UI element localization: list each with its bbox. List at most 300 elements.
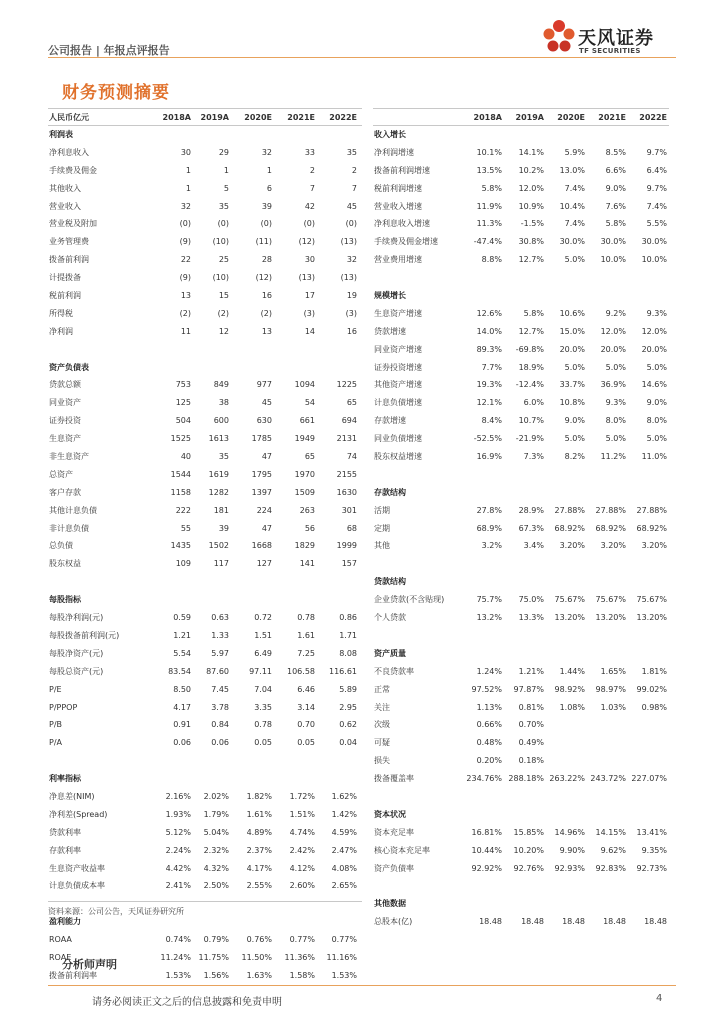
value-cell: 13.5%	[476, 165, 502, 175]
value-cell: 0.62	[339, 720, 357, 730]
value-cell: (0)	[179, 219, 191, 229]
value-cell: 1795	[251, 469, 272, 479]
value-cell: 3.35	[254, 702, 272, 712]
row-label: 贷款增速	[374, 326, 406, 336]
table-body	[373, 126, 669, 931]
table-row	[373, 180, 669, 198]
value-cell: 11.75%	[198, 952, 229, 962]
value-cell: 1158	[170, 487, 191, 497]
value-cell: 8.0%	[605, 416, 626, 426]
source-note: 资料来源：公司公告，天风证券研究所	[48, 907, 184, 916]
row-label: 手续费及佣金增速	[374, 237, 438, 247]
value-cell: 10.0%	[641, 255, 667, 265]
value-cell: 0.20%	[476, 756, 502, 766]
spacer-row	[373, 555, 669, 573]
value-cell: 1.51	[254, 630, 272, 640]
row-label: 净利息收入	[49, 147, 89, 157]
value-cell: 1.93%	[165, 809, 191, 819]
section-row	[373, 645, 669, 663]
value-cell: 849	[213, 380, 229, 390]
value-cell: 11.9%	[476, 201, 502, 211]
section-row	[373, 287, 669, 305]
row-label: P/B	[49, 720, 63, 730]
row-label: 营业收入增速	[374, 201, 422, 211]
section-label: 利润表	[49, 130, 73, 139]
value-cell: 40	[180, 452, 191, 462]
value-cell: 45	[261, 398, 272, 408]
table-row	[48, 716, 362, 734]
value-cell: 7.4%	[646, 201, 667, 211]
row-label: ROAA	[49, 935, 72, 945]
value-cell: 10.9%	[518, 201, 544, 211]
value-cell: 1.65%	[600, 666, 626, 676]
value-cell: 2.37%	[246, 845, 272, 855]
value-cell: 75.7%	[476, 595, 502, 605]
value-cell: 11.36%	[284, 952, 315, 962]
value-cell: 301	[341, 505, 357, 515]
year-header: 2019A	[515, 113, 544, 122]
section-label: 资产负债表	[49, 362, 89, 372]
table-row	[373, 520, 669, 538]
row-label: 关注	[374, 702, 390, 712]
table-header	[373, 108, 669, 126]
spacer-row	[373, 466, 669, 484]
value-cell: 7.04	[254, 684, 272, 694]
value-cell: 1397	[251, 487, 272, 497]
value-cell: 14.6%	[641, 380, 667, 390]
value-cell: 5	[223, 183, 229, 193]
value-cell: 5.0%	[646, 434, 667, 444]
value-cell: 75.67%	[554, 595, 585, 605]
value-cell: 117	[213, 559, 229, 569]
value-cell: 6.49	[254, 648, 272, 658]
value-cell: 15	[218, 291, 229, 301]
value-cell: 1619	[208, 469, 229, 479]
value-cell: 3.2%	[481, 541, 502, 551]
value-cell: 2.02%	[203, 791, 229, 801]
table-row	[48, 287, 362, 305]
value-cell: (0)	[345, 219, 357, 229]
value-cell: 7.4%	[564, 183, 585, 193]
row-label: 可疑	[374, 738, 390, 748]
unit-label: 人民币亿元	[49, 113, 89, 122]
value-cell: 12.1%	[476, 398, 502, 408]
value-cell: 630	[256, 416, 272, 426]
report-type-title: 公司报告 | 年报点评报告	[48, 44, 170, 57]
value-cell: 0.91	[173, 720, 191, 730]
table-row	[48, 448, 362, 466]
row-label: 营业费用增速	[374, 255, 422, 265]
section-row	[373, 126, 669, 144]
year-header: 2020E	[557, 113, 585, 122]
value-cell: 9.0%	[605, 183, 626, 193]
table-row	[373, 251, 669, 269]
year-header: 2020E	[244, 113, 272, 122]
value-cell: 1	[185, 183, 191, 193]
value-cell: 18.48	[603, 917, 626, 927]
value-cell: 32	[261, 147, 272, 157]
value-cell: 10.1%	[476, 147, 502, 157]
value-cell: 6.6%	[605, 165, 626, 175]
row-label: P/A	[49, 738, 62, 748]
value-cell: 125	[175, 398, 191, 408]
value-cell: 1.24%	[476, 666, 502, 676]
value-cell: (2)	[217, 308, 229, 318]
table-row	[48, 537, 362, 555]
value-cell: 4.08%	[331, 863, 357, 873]
spacer-row	[373, 269, 669, 287]
value-cell: 13	[180, 291, 191, 301]
value-cell: 1630	[336, 487, 357, 497]
value-cell: 68.92%	[636, 523, 667, 533]
value-cell: 2.60%	[289, 881, 315, 891]
value-cell: 18.48	[479, 917, 502, 927]
table-row	[48, 609, 362, 627]
footer-disclaimer: 请务必阅读正文之后的信息披露和免责申明	[92, 997, 282, 1008]
value-cell: 18.48	[562, 917, 585, 927]
row-label: 证券投资	[49, 416, 81, 426]
value-cell: 20.0%	[559, 344, 585, 354]
value-cell: 5.54	[173, 648, 191, 658]
value-cell: 0.78	[297, 613, 315, 623]
value-cell: 1.51%	[289, 809, 315, 819]
value-cell: 39	[218, 523, 229, 533]
value-cell: 27.88%	[595, 505, 626, 515]
table-row	[48, 251, 362, 269]
right-financial-table	[373, 108, 669, 931]
value-cell: 504	[175, 416, 191, 426]
value-cell: (12)	[255, 273, 272, 283]
year-header: 2022E	[329, 113, 357, 122]
value-cell: 14.1%	[518, 147, 544, 157]
value-cell: 1225	[336, 380, 357, 390]
row-label: 股东权益	[49, 559, 81, 569]
value-cell: 0.66%	[476, 720, 502, 730]
value-cell: 56	[304, 523, 315, 533]
table-row	[48, 376, 362, 394]
value-cell: 3.4%	[523, 541, 544, 551]
value-cell: 12.7%	[518, 255, 544, 265]
year-header: 2021E	[598, 113, 626, 122]
value-cell: 2.24%	[165, 845, 191, 855]
value-cell: 1544	[170, 469, 191, 479]
value-cell: 27.8%	[476, 505, 502, 515]
value-cell: 11.24%	[160, 952, 191, 962]
table-row	[48, 323, 362, 341]
value-cell: 54	[304, 398, 315, 408]
table-row	[48, 842, 362, 860]
row-label: 其他资产增速	[374, 380, 422, 390]
value-cell: 1668	[251, 541, 272, 551]
value-cell: 9.3%	[646, 308, 667, 318]
value-cell: 1.21%	[518, 666, 544, 676]
value-cell: 9.3%	[605, 398, 626, 408]
value-cell: 92.83%	[595, 863, 626, 873]
value-cell: 13.20%	[595, 613, 626, 623]
row-label: 其他收入	[49, 183, 81, 193]
section-row	[48, 591, 362, 609]
value-cell: 0.18%	[518, 756, 544, 766]
value-cell: 4.74%	[289, 827, 315, 837]
value-cell: 2.41%	[165, 881, 191, 891]
value-cell: 75.0%	[518, 595, 544, 605]
value-cell: 288.18%	[508, 774, 544, 784]
value-cell: 12	[218, 326, 229, 336]
value-cell: 12.0%	[641, 326, 667, 336]
value-cell: 116.61	[329, 666, 357, 676]
section-label: 盈利能力	[49, 917, 81, 927]
table-row	[373, 699, 669, 717]
value-cell: 5.0%	[564, 255, 585, 265]
table-row	[48, 144, 362, 162]
value-cell: 5.8%	[523, 308, 544, 318]
value-cell: 0.06	[211, 738, 229, 748]
value-cell: 106.58	[287, 666, 315, 676]
value-cell: 0.84	[211, 720, 229, 730]
row-label: 生息资产增速	[374, 308, 422, 318]
value-cell: (0)	[303, 219, 315, 229]
spacer-row	[373, 877, 669, 895]
spacer-row	[48, 341, 362, 359]
row-label: 营业税及附加	[49, 219, 97, 229]
value-cell: 27.88%	[636, 505, 667, 515]
table-row	[373, 860, 669, 878]
table-row	[48, 466, 362, 484]
value-cell: 1	[185, 165, 191, 175]
page-number: 4	[656, 993, 663, 1004]
table-row	[48, 734, 362, 752]
value-cell: 0.98%	[641, 702, 667, 712]
value-cell: 68.9%	[476, 523, 502, 533]
table-row	[373, 537, 669, 555]
value-cell: 6.46	[297, 684, 315, 694]
section-label: 规模增长	[374, 291, 406, 301]
value-cell: 13.0%	[559, 165, 585, 175]
table-row	[48, 806, 362, 824]
row-label: 税前利润	[49, 291, 81, 301]
value-cell: 13.3%	[518, 613, 544, 623]
value-cell: 92.93%	[554, 863, 585, 873]
value-cell: 1509	[294, 487, 315, 497]
table-row	[373, 215, 669, 233]
value-cell: 29	[218, 147, 229, 157]
row-label: 生息资产收益率	[49, 863, 105, 873]
table-row	[373, 663, 669, 681]
section-row	[373, 806, 669, 824]
value-cell: 263	[299, 505, 315, 515]
value-cell: 1.33	[211, 630, 229, 640]
value-cell: 1.61	[297, 630, 315, 640]
table-row	[373, 734, 669, 752]
value-cell: 19	[346, 291, 357, 301]
row-label: 活期	[374, 505, 390, 515]
value-cell: 3.20%	[641, 541, 667, 551]
table-row	[373, 144, 669, 162]
header-rule	[48, 57, 676, 58]
value-cell: 234.76%	[466, 774, 502, 784]
value-cell: (11)	[255, 237, 272, 247]
value-cell: 2.65%	[331, 881, 357, 891]
table-row	[48, 520, 362, 538]
value-cell: 20.0%	[641, 344, 667, 354]
row-label: 同业资产增速	[374, 344, 422, 354]
row-label: 其他	[374, 541, 390, 551]
row-label: 存款利率	[49, 845, 81, 855]
company-logo	[542, 18, 674, 58]
row-label: 次级	[374, 720, 390, 730]
footer-rule	[48, 985, 676, 986]
value-cell: 4.17%	[246, 863, 272, 873]
report-header	[48, 0, 676, 58]
row-label: 非计息负债	[49, 523, 89, 533]
value-cell: 1.44%	[559, 666, 585, 676]
value-cell: 75.67%	[636, 595, 667, 605]
value-cell: 4.17	[173, 702, 191, 712]
table-row	[48, 430, 362, 448]
table-row	[373, 305, 669, 323]
row-label: 所得税	[49, 308, 73, 318]
value-cell: 92.73%	[636, 863, 667, 873]
value-cell: 1.82%	[246, 791, 272, 801]
value-cell: 8.08	[339, 648, 357, 658]
value-cell: 2.16%	[165, 791, 191, 801]
value-cell: 5.97	[211, 648, 229, 658]
value-cell: 1.63%	[246, 970, 272, 980]
row-label: 企业贷款(不含贴现)	[374, 595, 445, 605]
value-cell: 99.02%	[636, 684, 667, 694]
row-label: 证券投资增速	[374, 362, 422, 372]
value-cell: 11	[180, 326, 191, 336]
value-cell: 243.72%	[590, 774, 626, 784]
value-cell: 0.77%	[289, 935, 315, 945]
value-cell: 1	[223, 165, 229, 175]
value-cell: 0.05	[254, 738, 272, 748]
value-cell: 0.77%	[331, 935, 357, 945]
year-header: 2019A	[200, 113, 229, 122]
value-cell: 22	[180, 255, 191, 265]
table-row	[48, 860, 362, 878]
value-cell: 28.9%	[518, 505, 544, 515]
section-label: 资本状况	[374, 809, 406, 819]
value-cell: 694	[341, 416, 357, 426]
value-cell: 9.7%	[646, 147, 667, 157]
value-cell: 2	[351, 165, 357, 175]
table-row	[373, 913, 669, 931]
value-cell: 28	[261, 255, 272, 265]
value-cell: 4.12%	[289, 863, 315, 873]
value-cell: (10)	[212, 273, 229, 283]
value-cell: 3.78	[211, 702, 229, 712]
value-cell: -1.5%	[520, 219, 544, 229]
value-cell: 9.2%	[605, 308, 626, 318]
value-cell: 68	[346, 523, 357, 533]
year-header: 2018A	[162, 113, 191, 122]
value-cell: -47.4%	[473, 237, 502, 247]
value-cell: 16	[261, 291, 272, 301]
row-label: 总负债	[49, 541, 73, 551]
table-row	[373, 448, 669, 466]
table-row	[48, 215, 362, 233]
section-label: 贷款结构	[374, 577, 406, 587]
value-cell: 11.3%	[476, 219, 502, 229]
value-cell: 5.89	[339, 684, 357, 694]
value-cell: 74	[346, 452, 357, 462]
value-cell: 6	[266, 183, 272, 193]
value-cell: 14.15%	[595, 827, 626, 837]
value-cell: 36.9%	[600, 380, 626, 390]
value-cell: (3)	[345, 308, 357, 318]
row-label: 净利息收入增速	[374, 219, 430, 229]
value-cell: 15.85%	[513, 827, 544, 837]
row-label: 贷款总额	[49, 380, 81, 390]
year-header: 2021E	[287, 113, 315, 122]
value-cell: 0.72	[254, 613, 272, 623]
value-cell: 1.72%	[289, 791, 315, 801]
value-cell: 0.79%	[203, 935, 229, 945]
table-row	[48, 788, 362, 806]
value-cell: (9)	[179, 237, 191, 247]
value-cell: 65	[346, 398, 357, 408]
row-label: 计提拨备	[49, 273, 81, 283]
value-cell: 1.53%	[331, 970, 357, 980]
section-title: 财务预测摘要	[62, 83, 170, 103]
value-cell: (2)	[179, 308, 191, 318]
spacer-row	[373, 627, 669, 645]
value-cell: 30	[180, 147, 191, 157]
value-cell: 75.67%	[595, 595, 626, 605]
value-cell: 1.58%	[289, 970, 315, 980]
value-cell: 42	[304, 201, 315, 211]
value-cell: 47	[261, 452, 272, 462]
value-cell: (0)	[217, 219, 229, 229]
value-cell: 9.0%	[564, 416, 585, 426]
row-label: 同业资产	[49, 398, 81, 408]
row-label: 客户存款	[49, 487, 81, 497]
table-row	[373, 376, 669, 394]
value-cell: 12.0%	[600, 326, 626, 336]
row-label: 股东权益增速	[374, 452, 422, 462]
value-cell: 3.20%	[600, 541, 626, 551]
table-row	[373, 770, 669, 788]
value-cell: 38	[218, 398, 229, 408]
row-label: 业务管理费	[49, 237, 89, 247]
value-cell: 7.6%	[605, 201, 626, 211]
value-cell: 1.56%	[203, 970, 229, 980]
value-cell: 16.81%	[471, 827, 502, 837]
value-cell: 9.7%	[646, 183, 667, 193]
row-label: 拨备前利润率	[49, 970, 97, 980]
value-cell: 12.6%	[476, 308, 502, 318]
value-cell: 35	[218, 201, 229, 211]
table-row	[48, 269, 362, 287]
value-cell: 8.0%	[646, 416, 667, 426]
value-cell: 0.78	[254, 720, 272, 730]
table-bottom-rule	[48, 901, 362, 902]
table-row	[373, 502, 669, 520]
value-cell: 127	[256, 559, 272, 569]
value-cell: (13)	[298, 273, 315, 283]
value-cell: 13.20%	[554, 613, 585, 623]
row-label: 净利润增速	[374, 147, 414, 157]
value-cell: 1.61%	[246, 809, 272, 819]
table-row	[48, 877, 362, 895]
value-cell: 5.12%	[165, 827, 191, 837]
value-cell: 8.5%	[605, 147, 626, 157]
table-row	[48, 162, 362, 180]
table-row	[48, 180, 362, 198]
value-cell: 1282	[208, 487, 229, 497]
value-cell: -52.5%	[473, 434, 502, 444]
